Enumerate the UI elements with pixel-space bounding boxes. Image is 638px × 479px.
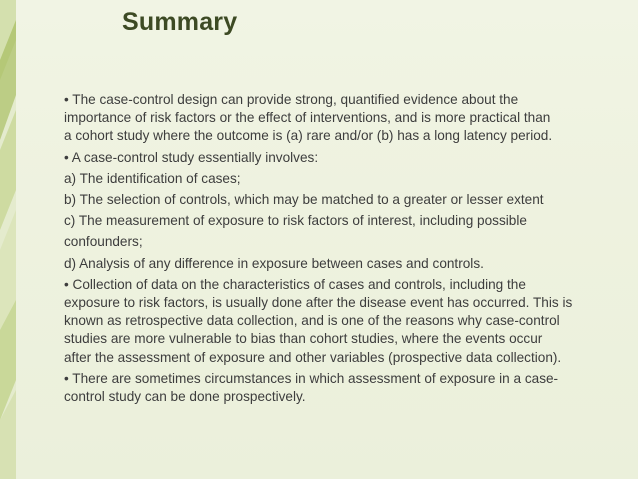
slide-title: Summary: [122, 8, 238, 36]
list-item-a: a) The identification of cases;: [64, 170, 241, 186]
bullet-3-line-5: after the assessment of exposure and other variables (prospective data collection).: [64, 349, 562, 365]
list-item-c-line-2: confounders;: [64, 234, 143, 250]
slide-body: [64, 91, 638, 406]
decorative-stripes-icon: [0, 0, 16, 479]
bullet-1-line-2: importance of risk factors or the effect of interventions, and is more practical than: [64, 110, 551, 126]
decorative-left-band: [0, 0, 16, 479]
bullet-1-line-1: • The case-control design can provide strong, quantified evidence about the: [64, 92, 519, 107]
bullet-1-line-3: a cohort study where the outcome is (a) rare and/or (b) has a long latency period.: [64, 128, 553, 144]
bullet-3-line-3: known as retrospective data collection, and is one of the reasons why case-control: [64, 313, 560, 329]
bullet-4-line-1: • There are sometimes circumstances in which assessment of exposure in a case-: [64, 370, 559, 386]
list-item-d: d) Analysis of any difference in exposure between cases and controls.: [64, 255, 484, 271]
list-item-b: b) The selection of controls, which may be matched to a greater or lesser extent: [64, 192, 544, 208]
bullet-3-line-2: exposure to risk factors, is usually done after the disease event has occurred. This is: [64, 295, 573, 311]
bullet-2-line-1: • A case-control study essentially involves:: [64, 149, 319, 165]
bullet-3-line-4: studies are more vulnerable to bias than cohort studies, where the events occur: [64, 331, 543, 347]
bullet-4-line-2: control study can be done prospectively.: [64, 389, 306, 405]
bullet-3-line-1: • Collection of data on the characteristics of cases and controls, including the: [64, 276, 526, 292]
list-item-c-line-1: c) The measurement of exposure to risk factors of interest, including possible: [64, 213, 527, 229]
